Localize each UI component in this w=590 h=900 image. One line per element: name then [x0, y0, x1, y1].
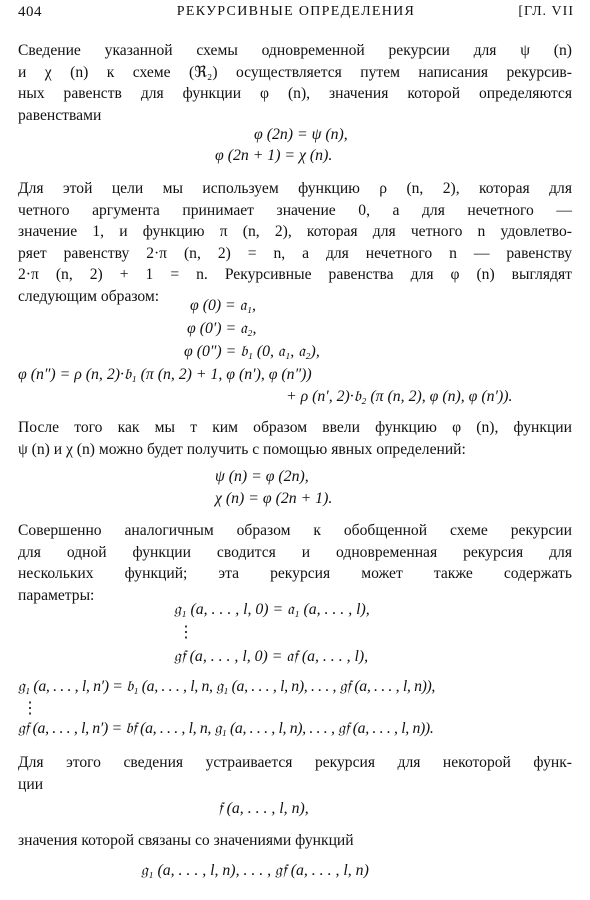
text-line: ции: [18, 775, 44, 793]
text-line: Для этой цели мы используем функцию ρ (n, 2), которая для: [18, 180, 572, 197]
text-line: ряет равенству 2·π (n, 2) = n, а для нечетного n — равенству: [18, 244, 572, 262]
text-line: ψ (n) и χ (n) можно будет получить с помощью явных определений:: [18, 440, 466, 458]
vertical-ellipsis: ⋮: [178, 624, 194, 641]
text-line: нескольких функций; эта рекурсия может также содержать: [18, 565, 572, 582]
paragraph-2: [18, 178, 572, 307]
paragraph-3: [18, 417, 572, 460]
text-line: следующим образом:: [18, 287, 160, 305]
text-line: равенствами: [18, 106, 102, 124]
text-line: Сведение указанной схемы одновременной рекурсии для ψ (n): [18, 42, 572, 59]
formula-line: ψ (n) = φ (2n),: [215, 468, 309, 485]
formula-line: 𝔤₁ (a, . . . , l, n′) = 𝔟₁ (a, . . . , l, n, 𝔤₁ (a, . . . , l, n), . . . , 𝔤𝔣 (a, . . . , l, n)),: [18, 678, 436, 695]
formula-line: φ (2n) = ψ (n),: [254, 126, 348, 143]
chapter-label: [ГЛ. VII: [518, 4, 574, 19]
formula-line: 𝔤₁ (a, . . . , l, n), . . . , 𝔤𝔣 (a, . . . , l, n): [141, 862, 369, 879]
formula-line: 𝔣 (a, . . . , l, n),: [218, 800, 309, 817]
text-line: Совершенно аналогичным образом к обобщенной схеме рекурсии: [18, 522, 572, 539]
paragraph-4: [18, 520, 572, 606]
formula-line: 𝔤₁ (a, . . . , l, 0) = 𝔞₁ (a, . . . , l),: [174, 601, 370, 618]
paragraph-5: [18, 752, 572, 795]
text-line: четного аргумента принимает значение 0, а для нечетного —: [18, 201, 572, 219]
formula-line: φ (0′) = 𝔞₂,: [187, 320, 257, 337]
formula-line: φ (2n + 1) = χ (n).: [215, 147, 333, 164]
text-line: значения которой связаны со значениями функций: [18, 832, 354, 849]
page-number: 404: [18, 4, 42, 20]
formula-line: + ρ (n′, 2)·𝔟₂ (π (n, 2), φ (n), φ (n′)).: [286, 388, 513, 405]
paragraph-1: [18, 40, 572, 126]
text-line: ных равенств для функции φ (n), значения которой определяются: [18, 85, 572, 102]
formula-line: φ (0) = 𝔞₁,: [190, 297, 256, 314]
formula-line: 𝔤𝔣 (a, . . . , l, 0) = 𝔞𝔣 (a, . . . , l),: [174, 648, 369, 665]
text-line: 2·π (n, 2) + 1 = n. Рекурсивные равенства для φ (n) выглядят: [18, 266, 572, 283]
text-line: После того как мы т ким образом ввели функцию φ (n), функции: [18, 419, 572, 436]
formula-line: φ (0″) = 𝔟₁ (0, 𝔞₁, 𝔞₂),: [184, 343, 320, 360]
formula-line: φ (n″) = ρ (n, 2)·𝔟₁ (π (n, 2) + 1, φ (n′), φ (n″)): [18, 366, 312, 383]
text-line: значение 1, и функцию π (n, 2), которая для четного n удовлетво-: [18, 223, 572, 240]
text-line: для одной функции сводится и одновременная рекурсия для: [18, 543, 572, 561]
formula-line: χ (n) = φ (2n + 1).: [215, 490, 333, 507]
text-line: Для этого сведения устраивается рекурсия для некоторой функ-: [18, 754, 572, 771]
formula-line: 𝔤𝔣 (a, . . . , l, n′) = 𝔟𝔣 (a, . . . , l, n, 𝔤₁ (a, . . . , l, n), . . . , 𝔤𝔣 (a, . . . , l, n)).: [18, 720, 434, 737]
text-line: параметры:: [18, 586, 95, 604]
paragraph-6: [18, 830, 572, 852]
vertical-ellipsis: ⋮: [22, 700, 38, 717]
text-line: и χ (n) к схеме (ℜ₂) осуществляется путем написания рекурсив-: [18, 63, 572, 81]
running-header: [18, 4, 574, 26]
running-title: РЕКУРСИВНЫЕ ОПРЕДЕЛЕНИЯ: [176, 4, 416, 19]
